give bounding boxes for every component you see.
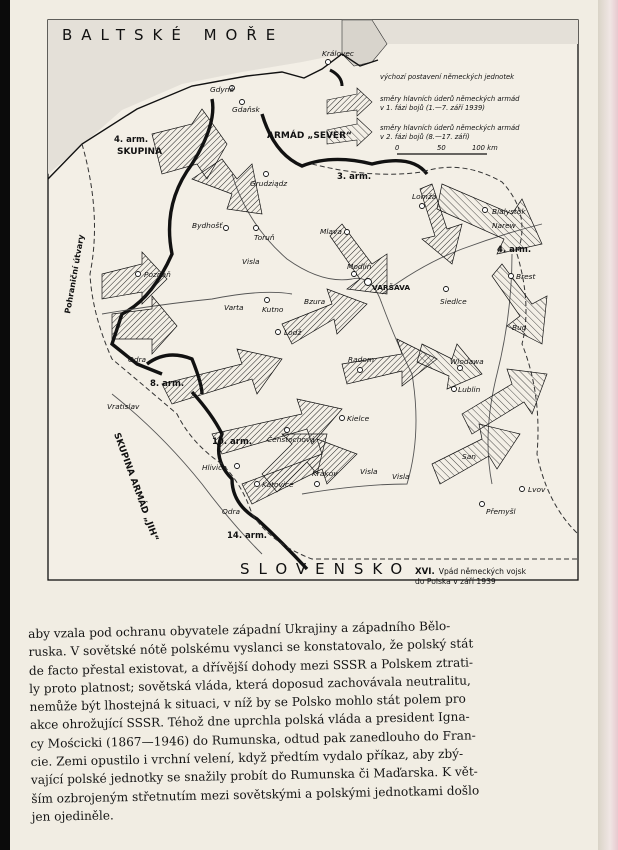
slovakia-label: SLOVENSKO — [240, 560, 412, 578]
city-label: Odra — [222, 507, 241, 516]
city-label: Přemyšl — [486, 507, 516, 516]
group-north-label: SKUPINA — [117, 147, 163, 157]
body-line: cy Mościcki (1867—1946) do Rumunska, odtud pak zanedlouho do Fran- — [30, 728, 476, 751]
body-line: nemůže být lhostejná k situaci, v níž by se Polsko mohlo stát polem pro — [29, 691, 466, 715]
body-line: vající polské jednotky se snažily probít do Rumunska či Maďarska. K vět- — [30, 764, 478, 788]
city-label: Siedlce — [440, 297, 467, 306]
army-label: 4. arm. — [497, 245, 532, 255]
city-label: Narew — [492, 221, 516, 230]
sea-label: BALTSKÉ MOŘE — [62, 26, 285, 44]
body-line: de facto přestal existovat, a dřívější dohody mezi SSSR a Polskem ztrati- — [28, 655, 474, 678]
city-label: Visla — [360, 467, 378, 476]
city-label: Bialystok — [492, 207, 526, 216]
city-label: Gdyně — [210, 85, 235, 94]
page-edge — [598, 0, 618, 850]
army-label: 14. arm. — [227, 531, 268, 541]
body-line: ším ozbrojeným střetnutím mezi sovětskými a polskými jednotkami došlo — [31, 783, 480, 806]
scale-label: 50 — [437, 144, 446, 152]
body-line: ruska. V sovětské nótě polskému vyslanci se konstatovalo, že polský stát — [28, 636, 474, 660]
city-label: San — [462, 452, 476, 461]
body-line: ly proto platnost; sovětská vláda, která doposud zachovávala neutralitu, — [29, 673, 471, 696]
group-north-label-2: ARMÁD „SEVER“ — [267, 131, 352, 141]
army-label: 4. arm. — [114, 135, 149, 145]
invasion-map — [42, 14, 582, 582]
body-line: akce ohrožující SSSR. Téhož dne uprchla polská vláda a president Igna- — [29, 710, 470, 733]
body-line: aby vzala pod ochranu obyvatele západní Ukrajiny a západního Bělo- — [28, 618, 451, 641]
group-south-label: SKUPINA ARMÁD „JIH“ — [111, 431, 160, 543]
caption-line2: do Polska v září 1939 — [415, 577, 496, 586]
city-label: Toruň — [254, 233, 275, 242]
city-label: VARŠAVA — [372, 283, 411, 292]
legend-item2-label: směry hlavních úderů německých armád — [380, 95, 520, 103]
city-label: Vratislav — [107, 402, 140, 411]
border-guard-label: Pohraniční útvary — [63, 233, 86, 315]
map-caption — [415, 567, 595, 586]
legend-item3-sub-label: v 2. fázi bojů (8.—17. září) — [380, 133, 470, 141]
scale-label: 100 km — [472, 144, 498, 152]
city-label: Katovice — [262, 480, 294, 489]
city-label: Krakov — [312, 469, 338, 478]
caption-line1: Vpád německých vojsk — [438, 567, 527, 576]
city-label: Gdaňsk — [232, 105, 260, 114]
city-label: Kielce — [347, 414, 370, 423]
body-line: jen ojediněle. — [31, 808, 114, 824]
city-label: Lublin — [458, 385, 481, 394]
legend-item1-label: výchozí postavení německých jednotek — [380, 73, 515, 81]
city-label: Visla — [242, 257, 260, 266]
body-paragraph — [28, 615, 572, 827]
city-label: Modlin — [347, 262, 372, 271]
city-label: Visla — [392, 472, 410, 481]
city-label: Brest — [516, 272, 536, 281]
city-label: Radom — [348, 355, 375, 364]
city-label: Čenstochová — [267, 435, 315, 444]
city-label: Varta — [224, 303, 244, 312]
army-label: 3. arm. — [337, 172, 372, 182]
city-label: Bydhošť — [192, 221, 223, 230]
caption-number: XVI. — [415, 567, 435, 577]
city-label: Lodž — [284, 328, 302, 337]
scale-label: 0 — [395, 144, 400, 152]
army-label: 10. arm. — [212, 437, 253, 447]
army-label: 8. arm. — [150, 379, 185, 389]
legend-item3-label: směry hlavních úderů německých armád — [380, 124, 520, 132]
city-label: Kutno — [262, 305, 284, 314]
city-label: Bzura — [304, 297, 326, 306]
legend-item2-sub-label: v 1. fázi bojů (1.—7. září 1939) — [380, 104, 485, 112]
city-label: Grudziądz — [250, 179, 288, 188]
city-label: Poznaň — [144, 270, 171, 279]
city-label: Lvov — [528, 485, 546, 494]
city-label: Wlodawa — [450, 357, 484, 366]
city-label: Hlivice — [202, 463, 227, 472]
city-label: Bug — [512, 323, 527, 332]
city-label: Lomža — [412, 192, 437, 201]
city-label: Královec — [322, 49, 354, 58]
body-line: cie. Zemi opustilo i vrchní velení, když předtím vydalo příkaz, aby zbý- — [30, 746, 464, 770]
city-label: Mlava — [320, 227, 342, 236]
city-label: Odra — [128, 355, 147, 364]
